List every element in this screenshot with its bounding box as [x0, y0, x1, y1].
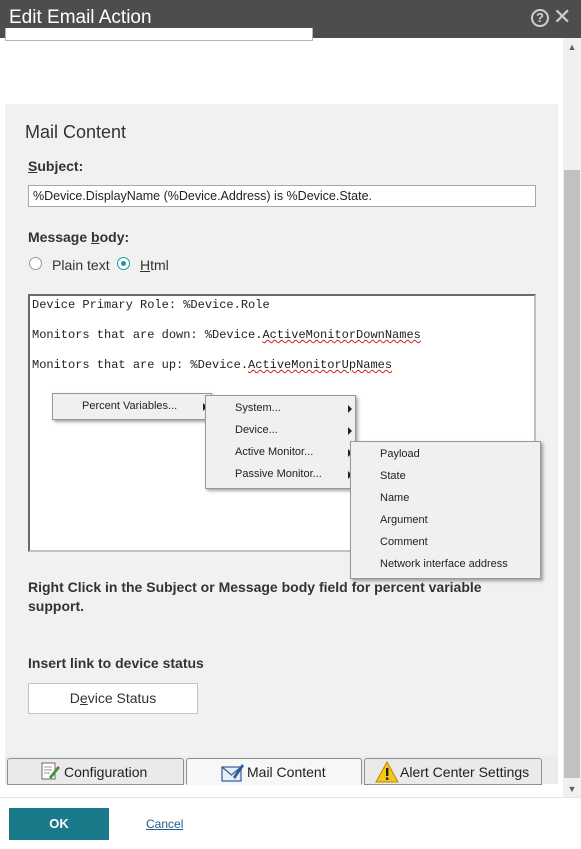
plain-text-radio[interactable] — [29, 257, 42, 270]
menu-item-active-monitor[interactable]: Active Monitor... — [235, 446, 314, 458]
window-title: Edit Email Action — [9, 7, 152, 28]
insert-link-label: Insert link to device status — [28, 655, 204, 671]
warning-icon — [375, 761, 399, 783]
close-icon[interactable]: ✕ — [553, 4, 572, 29]
scroll-up-icon[interactable]: ▲ — [567, 42, 577, 52]
body-line: Monitors that are down: %Device.ActiveMonitorDownNames — [32, 328, 421, 342]
device-status-button[interactable]: Device Status — [28, 683, 198, 714]
tab-mail-content[interactable] — [186, 758, 362, 785]
mail-pen-icon — [221, 761, 245, 783]
html-radio[interactable] — [117, 257, 130, 270]
tab-configuration-label: Configuration — [64, 764, 148, 780]
menu-item-network-interface-address[interactable]: Network interface address — [380, 558, 508, 570]
menu-item-comment[interactable]: Comment — [380, 536, 428, 548]
body-line: Device Primary Role: %Device.Role — [32, 298, 270, 312]
menu-item-device[interactable]: Device... — [235, 424, 278, 436]
scrolled-field-remnant — [5, 28, 313, 41]
scrollbar-thumb[interactable] — [564, 170, 580, 778]
subject-label: Subject: — [28, 158, 84, 174]
help-icon[interactable]: ? — [531, 9, 549, 27]
cancel-link[interactable]: Cancel — [146, 817, 184, 831]
menu-item-argument[interactable]: Argument — [380, 514, 428, 526]
tab-alert-center-settings-label: Alert Center Settings — [400, 764, 530, 780]
submenu-active-monitor — [350, 441, 541, 579]
section-heading: Mail Content — [25, 122, 127, 142]
ok-button[interactable]: OK — [9, 808, 109, 840]
menu-item-system[interactable]: System... — [235, 402, 281, 414]
tab-configuration[interactable] — [7, 758, 184, 785]
vertical-scrollbar[interactable] — [563, 38, 581, 798]
message-body-label: Message body: — [28, 229, 130, 245]
submenu-percent-variables — [205, 395, 356, 489]
html-label[interactable]: Html — [140, 257, 169, 273]
menu-item-payload[interactable]: Payload — [380, 448, 420, 460]
plain-text-label[interactable]: Plain text — [52, 257, 110, 273]
context-menu — [52, 393, 212, 420]
subject-input[interactable] — [28, 185, 536, 207]
tab-mail-content-label: Mail Content — [247, 764, 326, 780]
submenu-arrow-icon — [348, 405, 352, 413]
tab-alert-center-settings[interactable] — [364, 758, 542, 785]
menu-item-name[interactable]: Name — [380, 492, 410, 504]
percent-variable-hint: Right Click in the Subject or Message body field for percent variable support. — [28, 579, 482, 614]
menu-item-passive-monitor[interactable]: Passive Monitor... — [235, 468, 322, 480]
edit-document-icon — [40, 761, 60, 781]
submenu-arrow-icon — [348, 427, 352, 435]
menu-item-state[interactable]: State — [380, 470, 406, 482]
menu-item-percent-variables[interactable]: Percent Variables... — [82, 400, 178, 412]
body-line: Monitors that are up: %Device.ActiveMonitorUpNames — [32, 358, 393, 372]
scroll-down-icon[interactable]: ▼ — [567, 784, 577, 794]
